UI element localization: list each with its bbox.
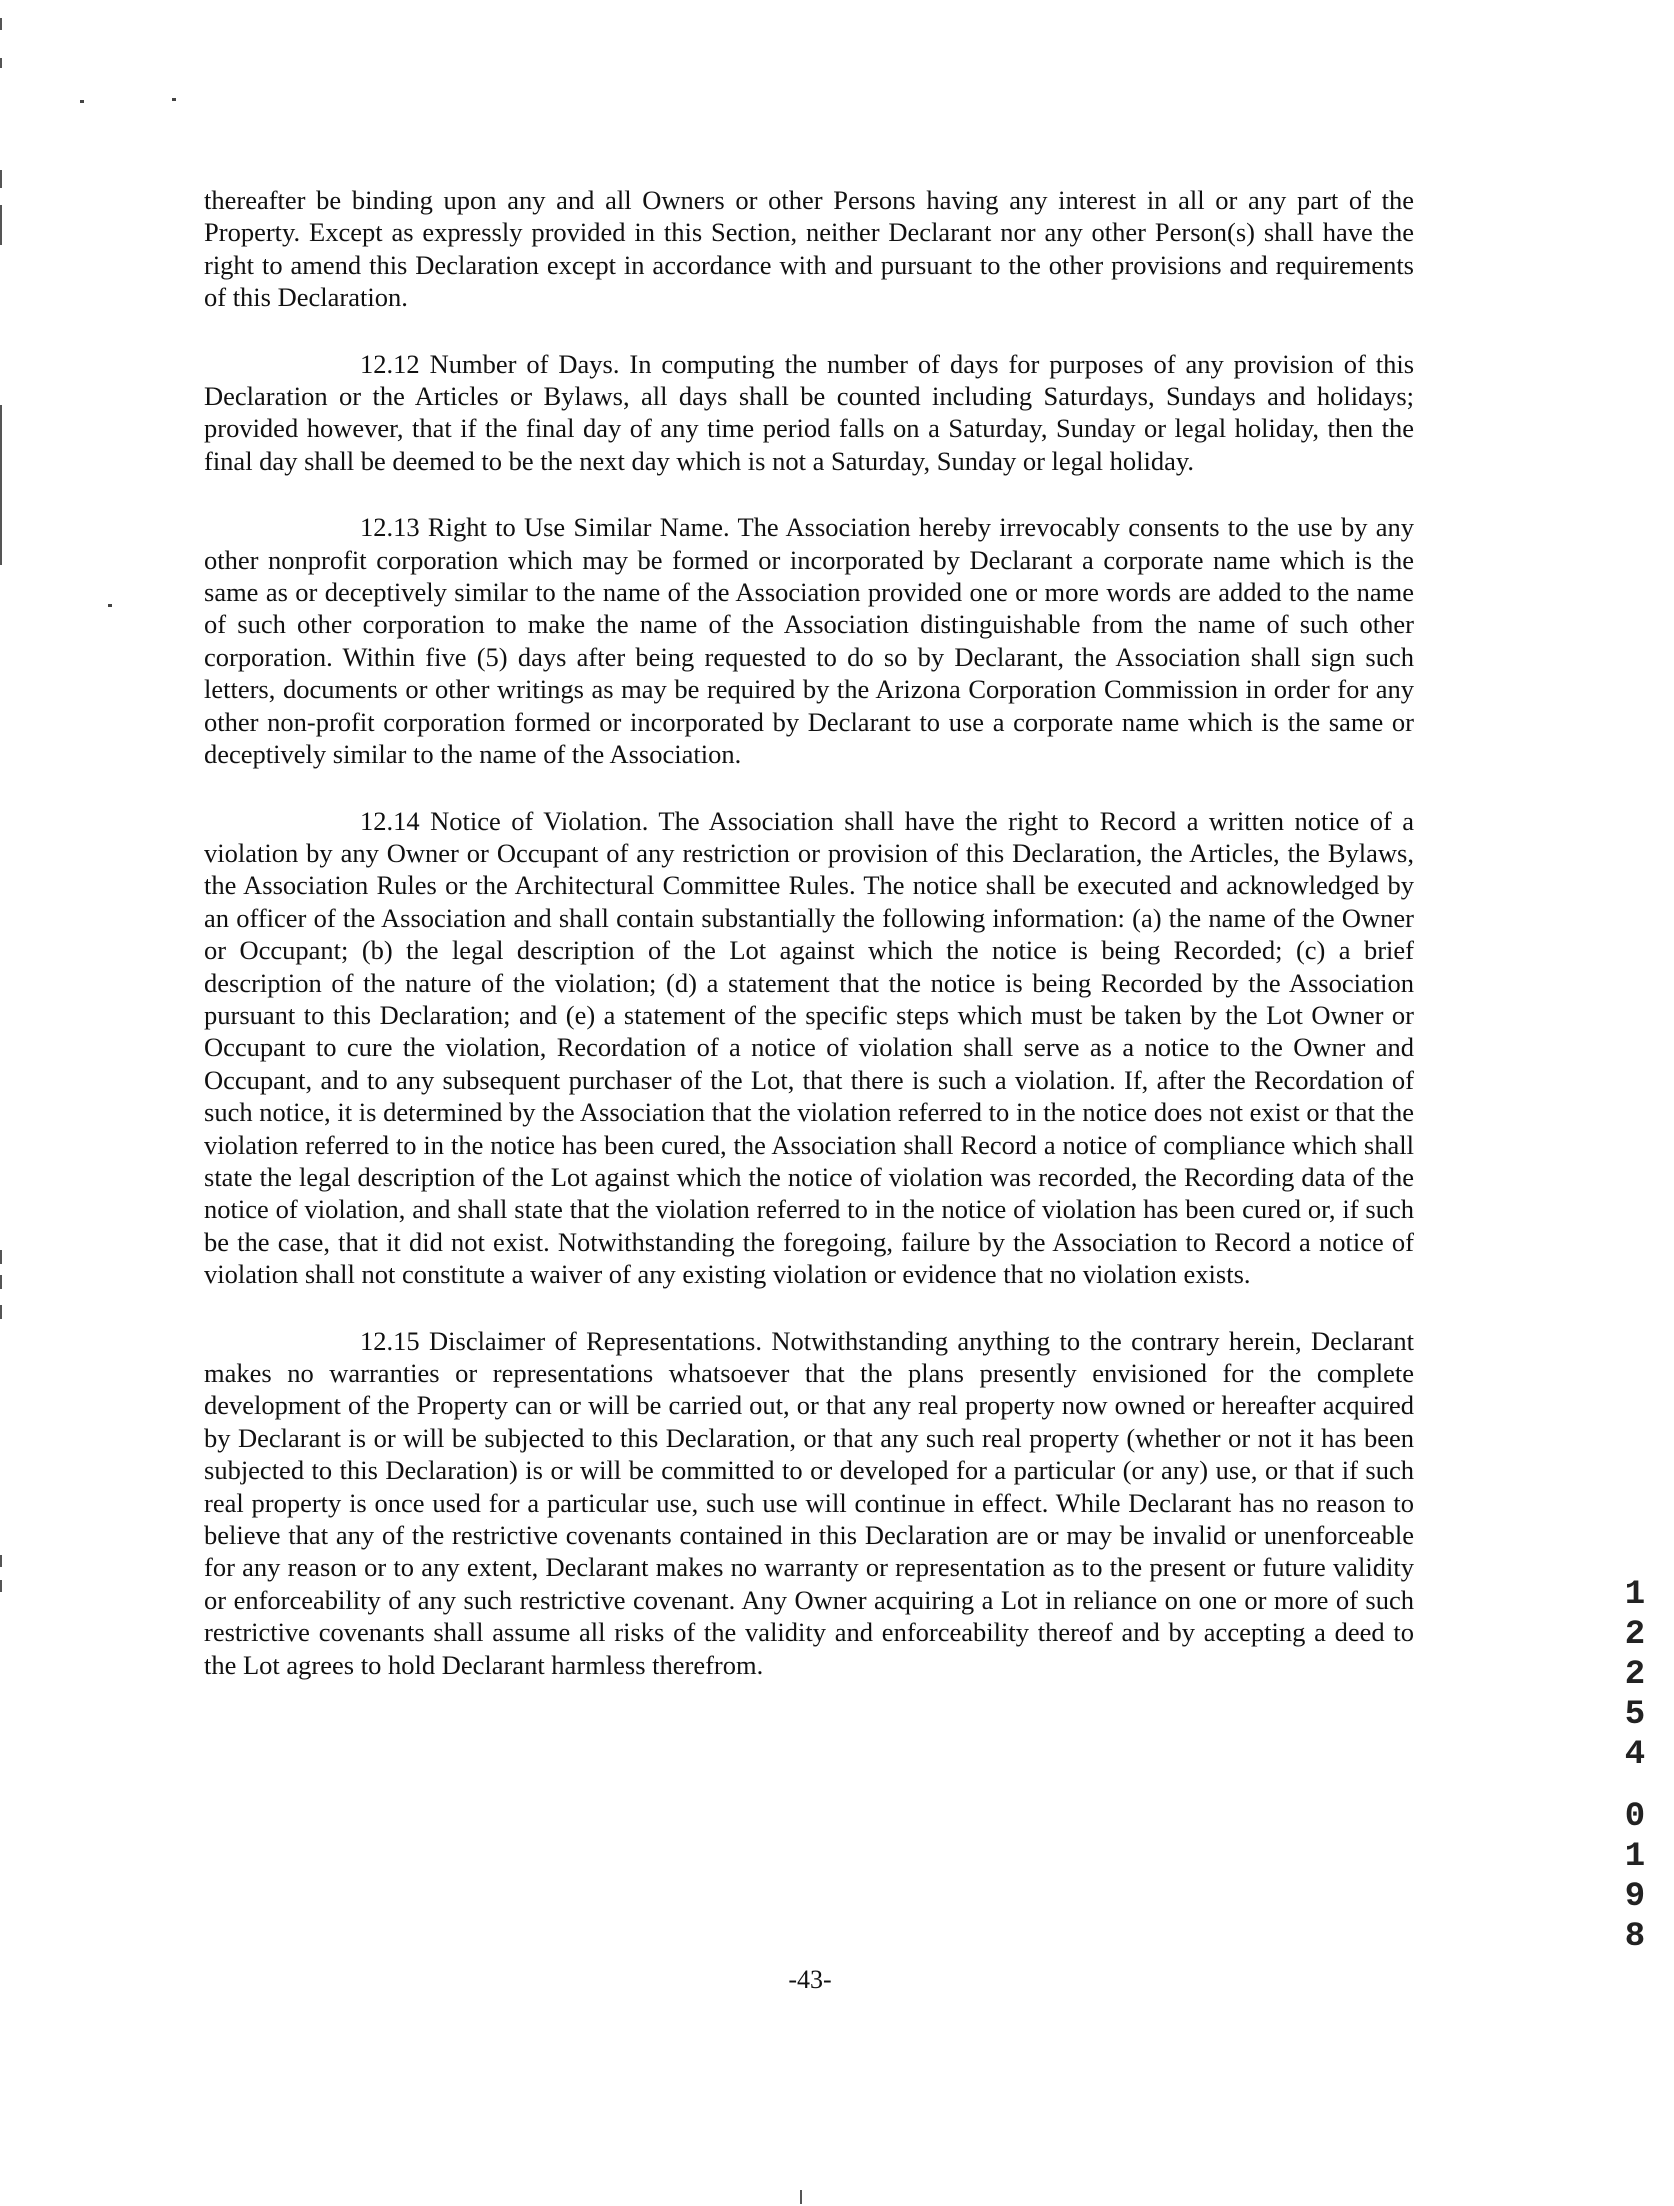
section-12-14 xyxy=(204,805,1414,1291)
section-text: In computing the number of days for purposes of any provision of this Declaration or the Articles or Bylaws, all days shall be counted including Saturdays, Sundays and holidays; provided however, that if the final day of any time period falls on a Saturday, Sunday or legal holiday, then the final day shall be deemed to be the next day which is not a Saturday, Sunday or legal holiday. xyxy=(204,348,1415,476)
section-text: The Association hereby irrevocably consents to the use by any other nonprofit corporation which may be formed or incorporated by Declarant a corporate name which is the same as or deceptively similar to the name of the Association provided one or more words are added to the name of such other corporation to make the name of the Association distinguishable from the name of such other corporation. Within five (5) days after being requested to do so by Declarant, the Association shall sign such letters, documents or other writings as may be required by the Arizona Corporation Commission in order for any other non-profit corporation formed or incorporated by Declarant to use a corporate name which is the same or deceptively similar to the name of the Association. xyxy=(204,512,1414,770)
scan-artifact xyxy=(0,18,2,30)
scan-artifact xyxy=(0,170,2,188)
scan-artifact xyxy=(800,2190,802,2204)
section-heading: Number of Days. xyxy=(429,348,620,379)
stamp-digit: 8 xyxy=(1624,1918,1646,1956)
section-text: Notwithstanding anything to the contrary herein, Declarant makes no warranties or representations whatsoever that the plans presently envisioned for the complete development of the Property can or will be carried out, or that any real property now owned or hereafter acquired by Declarant is or will be subjected to this Declaration, or that any such real property (whether or not it has been subjected to this Declaration) is or will be committed to or developed for a particular (or any) use, or that if such real property is once used for a particular use, such use will continue in effect. While Declarant has no reason to believe that any of the restrictive covenants contained in this Declaration are or may be invalid or unenforceable for any reason or to any extent, Declarant makes no warranty or representation as to the present or future validity or enforceability of any such restrictive covenant. Any Owner acquiring a Lot in reliance on one or more of such restrictive covenants shall assume all risks of the validity and enforceability thereof and by accepting a deed to the Lot agrees to hold Declarant harmless therefrom. xyxy=(204,1325,1415,1680)
recording-stamp xyxy=(1620,1575,1650,1957)
section-heading: Right to Use Similar Name. xyxy=(427,512,730,543)
stamp-digit: 5 xyxy=(1624,1696,1646,1734)
section-12-12 xyxy=(204,348,1414,478)
document-body xyxy=(204,184,1414,1715)
page-number: -43- xyxy=(788,1965,832,1994)
scan-artifact xyxy=(80,100,84,103)
scan-artifact xyxy=(0,405,2,565)
section-number: 12.13 xyxy=(360,512,420,543)
continuation-paragraph: thereafter be binding upon any and all Owners or other Persons having any interest in all or any part of the Property. Except as expressly provided in this Section, neither Declarant nor any other Person(s) shall have the right to amend this Declaration except in accordance with and pursuant to the other provisions and requirements of this Declaration. xyxy=(204,185,1414,313)
stamp-digit: 1 xyxy=(1624,1576,1646,1614)
section-12-15 xyxy=(204,1325,1414,1681)
section-heading: Notice of Violation. xyxy=(430,805,649,836)
stamp-digit: 4 xyxy=(1624,1736,1646,1774)
section-number: 12.15 xyxy=(360,1325,420,1356)
stamp-digit: 2 xyxy=(1624,1616,1646,1654)
stamp-digit: 0 xyxy=(1624,1798,1646,1836)
scan-artifact xyxy=(0,1555,2,1567)
stamp-gap xyxy=(1620,1775,1650,1797)
scan-artifact xyxy=(0,205,2,245)
stamp-digit: 9 xyxy=(1624,1878,1646,1916)
scan-artifact xyxy=(0,1580,2,1592)
scan-artifact xyxy=(0,1250,2,1264)
scan-artifact xyxy=(0,1275,2,1289)
stamp-digit: 1 xyxy=(1624,1838,1646,1876)
section-12-13 xyxy=(204,511,1414,770)
section-number: 12.14 xyxy=(360,805,420,836)
section-heading: Disclaimer of Representations. xyxy=(429,1325,762,1356)
scan-artifact xyxy=(108,604,112,607)
scan-artifact xyxy=(172,98,176,101)
section-number: 12.12 xyxy=(360,348,420,379)
stamp-digit: 2 xyxy=(1624,1656,1646,1694)
section-text: The Association shall have the right to Record a written notice of a violation by any Owner or Occupant of any restriction or provision of this Declaration, the Articles, the Bylaws, the Association Rules or the Architectural Committee Rules. The notice shall be executed and acknowledged by an officer of the Association and shall contain substantially the following information: (a) the name of the Owner or Occupant; (b) the legal description of the Lot against which the notice is being Recorded; (c) a brief description of the nature of the violation; (d) a statement that the notice is being Recorded by the Association pursuant to this Declaration; and (e) a statement of the specific steps which must be taken by the Lot Owner or Occupant to cure the violation, Recordation of a notice of violation shall serve as a notice to the Owner and Occupant, and to any subsequent purchaser of the Lot, that there is such a violation. If, after the Recordation of such notice, it is determined by the Association that the violation referred to in the notice does not exist or that the violation referred to in the notice has been cured, the Association shall Record a notice of compliance which shall state the legal description of the Lot against which the notice of violation was recorded, the Recording data of the notice of violation, and shall state that the violation referred to in the notice of violation has been cured or, if such be the case, that it did not exist. Notwithstanding the foregoing, failure by the Association to Record a notice of violation shall not constitute a waiver of any existing violation or evidence that no violation exists. xyxy=(204,805,1414,1290)
scan-artifact xyxy=(0,58,2,68)
scan-artifact xyxy=(0,1305,2,1319)
